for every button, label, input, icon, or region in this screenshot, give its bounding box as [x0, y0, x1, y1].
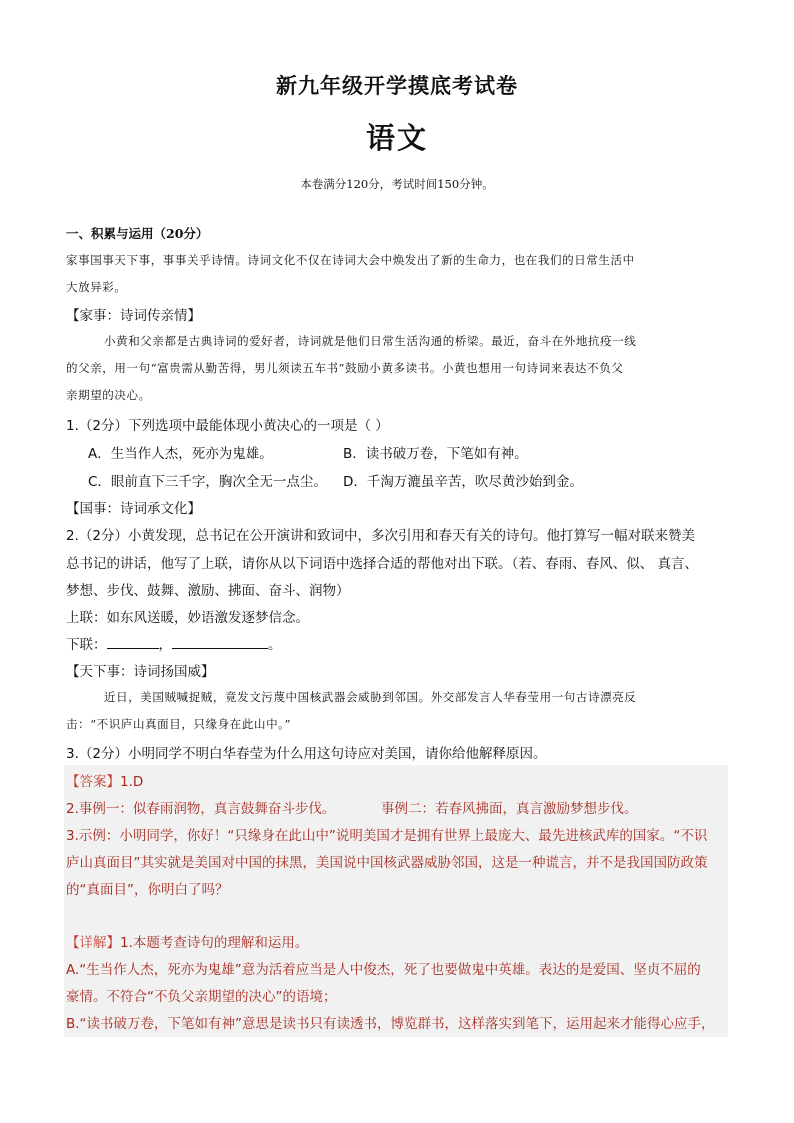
answer-blank-1: [107, 636, 159, 649]
couplet-lower: [66, 633, 736, 653]
question-1-option-a: A．生当作人杰，死亦为鬼雄。: [88, 446, 273, 462]
couplet-upper: 上联：如东风送暖，妙语激发逐梦信念。: [66, 610, 309, 626]
answer-label: 【答案】: [66, 774, 120, 790]
answer-1-text: 1.D: [120, 774, 144, 790]
answer-1: [66, 770, 736, 790]
question-2-line: 总书记的讲话，他写了上联，请你从以下词语中选择合适的帮他对出下联。（若、春雨、春风、似、 真言、: [66, 556, 699, 572]
detail-intro-text: 1.本题考查诗句的理解和运用。: [120, 935, 309, 951]
passage-line: 近日，美国贼喊捉贼，竟发文污蔑中国核武器会威胁到邻国。外交部发言人华春莹用一句古诗漂亮反: [104, 690, 637, 704]
passage-line: 小黄和父亲都是古典诗词的爱好者，诗词就是他们日常生活沟通的桥梁。最近，奋斗在外地抗疫一线: [104, 334, 637, 348]
answer-3-line: 的“真面目”，你明白了吗？: [66, 882, 229, 898]
question-1-option-d: D．千淘万漉虽辛苦，吹尽黄沙始到金。: [343, 474, 583, 490]
question-1-stem: 1.（2分）下列选项中最能体现小黄决心的一项是（ ）: [66, 418, 389, 434]
detail-line: A.“生当作人杰，死亦为鬼雄”意为活着应当是人中俊杰，死了也要做鬼中英雄。表达的是爱国、坚贞不屈的: [66, 962, 701, 978]
passage-line: 亲期望的决心。: [66, 388, 151, 402]
answer-blank-2: [172, 636, 268, 649]
answer-3-line: 庐山真面目”其实就是美国对中国的抹黑，美国说中国核武器威胁邻国，这是一种谎言，并不是我国国防政策: [66, 855, 708, 871]
question-1-option-c: C．眼前直下三千字，胸次全无一点尘。: [88, 474, 327, 490]
part-heading-nation: 【国事：诗词承文化】: [66, 501, 201, 517]
couplet-lower-label: 下联：: [66, 637, 107, 653]
question-2-line: 2.（2分）小黄发现，总书记在公开演讲和致词中，多次引用和春天有关的诗句。他打算写一幅对联来赞美: [66, 528, 695, 544]
detail-label: 【详解】: [66, 935, 120, 951]
section-intro-line: 家事国事天下事，事事关乎诗情。诗词文化不仅在诗词大会中焕发出了新的生命力，也在我们的日常生活中: [66, 253, 635, 267]
passage-line: 击：“不识庐山真面目，只缘身在此山中。”: [66, 717, 292, 731]
part-heading-family: 【家事：诗词传亲情】: [66, 308, 201, 324]
section-heading: 一、积累与运用（20分）: [66, 226, 209, 241]
question-2-line: 梦想、步伐、鼓舞、激励、拂面、奋斗、润物）: [66, 583, 350, 599]
exam-title: 新九年级开学摸底考试卷: [276, 73, 518, 98]
passage-line: 的父亲，用一句“富贵需从勤苦得，男儿须读五车书”鼓励小黄多读书。小黄也想用一句诗词来表达不负父: [66, 361, 624, 375]
couplet-lower-comma: ，: [158, 637, 172, 653]
question-1-option-b: B．读书破万卷，下笔如有神。: [343, 446, 528, 462]
exam-note: 本卷满分120分，考试时间150分钟。: [300, 177, 494, 191]
answer-3-line: 3.示例：小明同学，你好！“只缘身在此山中”说明美国才是拥有世界上最庞大、最先进核武库的国家。“不识: [66, 828, 708, 844]
detail-line: B.“读书破万卷，下笔如有神”意思是读书只有读透书，博览群书，这样落实到笔下，运用起来才能得心应手，: [66, 1016, 715, 1032]
couplet-lower-period: 。: [268, 637, 282, 653]
part-heading-world: 【天下事：诗词扬国威】: [66, 664, 215, 680]
section-intro-line: 大放异彩。: [66, 280, 127, 294]
question-3-stem: 3.（2分）小明同学不明白华春莹为什么用这句诗应对美国，请你给他解释原因。: [66, 746, 547, 762]
detail-intro: [66, 931, 736, 951]
answer-2-example-1: 2.事例一：似春雨润物，真言鼓舞奋斗步伐。: [66, 801, 336, 817]
subject-title: 语文: [365, 121, 428, 155]
answer-2-example-2: 事例二：若春风拂面，真言激励梦想步伐。: [381, 801, 638, 817]
detail-line: 豪情。不符合“不负父亲期望的决心”的语境；: [66, 989, 337, 1005]
